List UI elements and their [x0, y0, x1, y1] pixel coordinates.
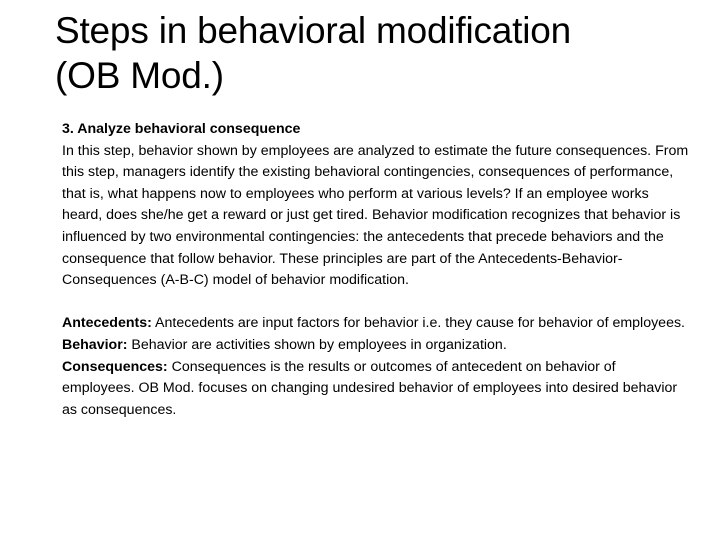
section-heading: 3. Analyze behavioral consequence: [62, 121, 301, 137]
definition-text: Antecedents are input factors for behavior i.e. they cause for behavior of employees.: [151, 315, 686, 332]
intro-paragraph: In this step, behavior shown by employees are analyzed to estimate the future consequences. From this step, managers identify the existing behavioral contingencies, consequences of performance, that is, what happens now to employees who perform at various levels? If an employee works heard, does she/he get a reward or just get tired. Behavior modification recognizes that behavior is influenced by two environmental contingencies: the antecedents that precede behaviors and the consequence that follow behavior. These principles are part of the Antecedents-Behavior-Consequences (A-B-C) model of behavior modification.: [62, 142, 689, 289]
title-line-1: Steps in behavioral modification: [55, 10, 572, 51]
definition-text: Consequences is the results or outcomes of antecedent on behavior of employees. OB Mod. focuses on changing undesired behavior of employees into desired behavior as consequences.: [62, 358, 678, 418]
definition-term: Behavior:: [62, 336, 128, 353]
slide-title: [55, 8, 695, 98]
paragraph-gap: [62, 292, 692, 314]
definition-text: Behavior are activities shown by employees in organization.: [127, 336, 507, 353]
definition-antecedents: [62, 313, 692, 335]
definition-behavior: [62, 335, 692, 357]
title-line-2: (OB Mod.): [55, 55, 224, 96]
definition-consequences: [62, 357, 692, 422]
slide-body: [62, 119, 692, 421]
definition-term: Consequences:: [62, 358, 168, 375]
definition-term: Antecedents:: [62, 315, 152, 332]
